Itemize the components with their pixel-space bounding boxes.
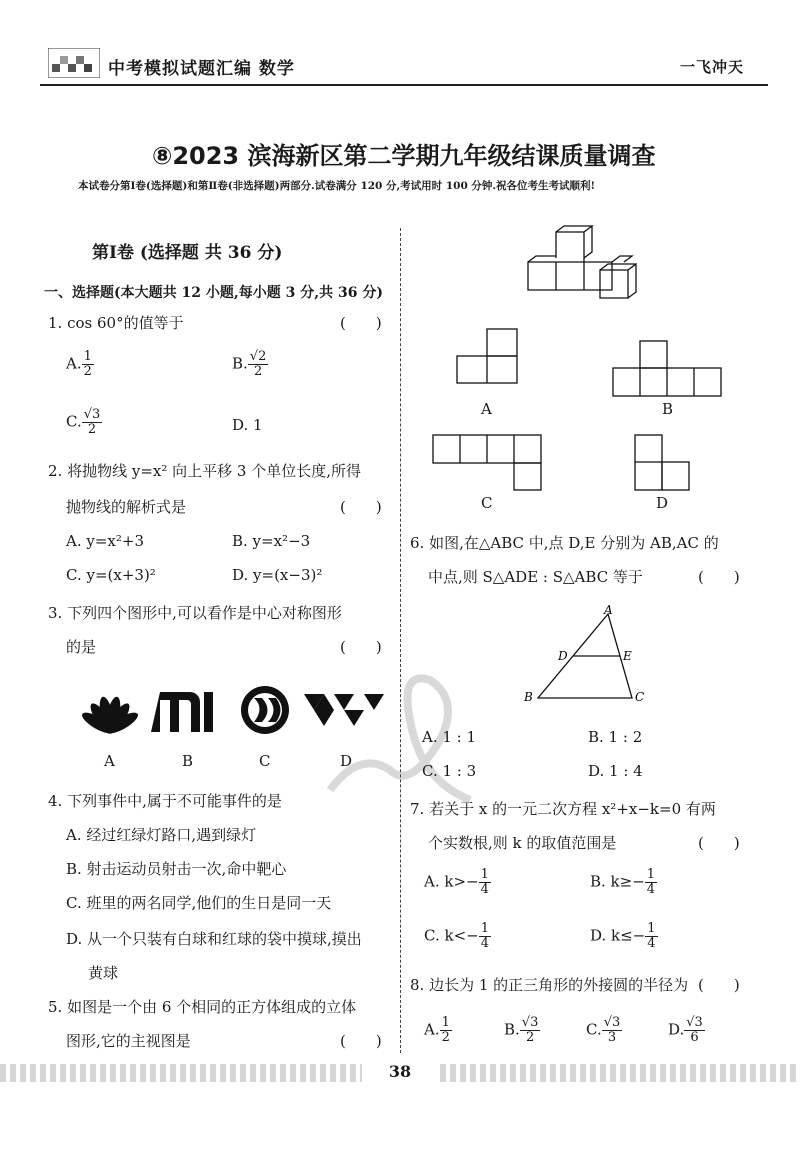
q3-label-a[interactable]: A (104, 752, 115, 770)
q8-answer-paren[interactable]: ( ) (698, 976, 740, 994)
series-title: 中考模拟试题汇编 数学 (108, 59, 295, 79)
q1-stem: 1. cos 60°的值等于 (48, 314, 184, 332)
q1-answer-paren[interactable]: ( ) (340, 314, 382, 332)
q2-option-b[interactable]: B. y=x²−3 (232, 532, 311, 550)
q6-stem-line2: 中点,则 S△ADE : S△ABC 等于 (428, 568, 643, 586)
q3-label-b[interactable]: B (182, 752, 194, 770)
q4-option-b[interactable]: B. 射击运动员射击一次,命中靶心 (66, 860, 287, 878)
q8-option-b[interactable]: B. $\frac{√3}{2}$ (504, 1015, 539, 1045)
q1-option-a[interactable]: A. $\frac{1}{2}$ (66, 349, 92, 379)
q6-option-b[interactable]: B. 1 : 2 (588, 728, 643, 746)
q6-option-d[interactable]: D. 1 : 4 (588, 762, 643, 780)
vertex-d-label: D (558, 649, 568, 663)
q5-option-c-label[interactable]: C (481, 494, 493, 512)
q3-label-c[interactable]: C (259, 752, 271, 770)
q6-option-a[interactable]: A. 1 : 1 (422, 728, 477, 746)
header-rule (40, 84, 768, 86)
q2-option-d[interactable]: D. y=(x−3)² (232, 566, 323, 584)
q5-answer-paren[interactable]: ( ) (340, 1032, 382, 1050)
vertex-b-label: B (524, 690, 533, 704)
q7-option-a[interactable]: A. k>− $\frac{1}{4}$ (424, 867, 489, 897)
q5-option-d-figure[interactable] (634, 434, 692, 492)
q2-option-c[interactable]: C. y=(x+3)² (66, 566, 156, 584)
brand-name: 一飞冲天 (680, 58, 745, 76)
q5-option-c-figure[interactable] (432, 434, 544, 492)
q8-option-d[interactable]: D. $\frac{√3}{6}$ (668, 1015, 703, 1045)
intro-text: 本试卷分第Ⅰ卷(选择题)和第Ⅱ卷(非选择题)两部分.试卷满分 120 分,考试用时 100 分钟.祝各位考生考试顺利! (78, 180, 596, 192)
q5-option-a-figure[interactable] (456, 326, 520, 384)
q1-option-c[interactable]: C. $\frac{√3}{2}$ (66, 407, 101, 437)
q6-option-c[interactable]: C. 1 : 3 (422, 762, 477, 780)
q3-answer-paren[interactable]: ( ) (340, 638, 382, 656)
q4-option-d-line1[interactable]: D. 从一个只装有白球和红球的袋中摸球,摸出 (66, 930, 362, 948)
q1-option-b[interactable]: B. $\frac{√2}{2}$ (232, 349, 267, 379)
q5-option-b-figure[interactable] (612, 340, 724, 398)
q2-stem-line2: 抛物线的解析式是 (66, 498, 187, 516)
q5-stem-line2: 图形,它的主视图是 (66, 1032, 191, 1050)
q5-stem-line1: 5. 如图是一个由 6 个相同的正方体组成的立体 (48, 998, 357, 1016)
q7-option-d[interactable]: D. k≤− $\frac{1}{4}$ (590, 921, 656, 951)
q3-stem-line2: 的是 (66, 638, 97, 656)
q8-option-a[interactable]: A. $\frac{1}{2}$ (424, 1015, 450, 1045)
page-title: ⑧2023 滨海新区第二学期九年级结课质量调查 (152, 142, 656, 170)
q2-option-a[interactable]: A. y=x²+3 (66, 532, 144, 550)
part1-title: 第Ⅰ卷 (选择题 共 36 分) (92, 243, 283, 263)
q4-option-c[interactable]: C. 班里的两名同学,他们的生日是同一天 (66, 894, 332, 912)
logo-c-ring (241, 686, 289, 734)
q5-option-d-label[interactable]: D (656, 494, 669, 512)
q5-option-a-label[interactable]: A (481, 400, 492, 418)
q4-stem: 4. 下列事件中,属于不可能事件的是 (48, 792, 282, 810)
q7-stem-line2: 个实数根,则 k 的取值范围是 (428, 834, 617, 852)
q8-option-c[interactable]: C. $\frac{√3}{3}$ (586, 1015, 621, 1045)
q4-option-d-line2[interactable]: 黄球 (88, 964, 119, 982)
q7-option-b[interactable]: B. k≥− $\frac{1}{4}$ (590, 867, 656, 897)
watermark-mark (290, 640, 550, 830)
q2-answer-paren[interactable]: ( ) (340, 498, 382, 516)
q8-stem: 8. 边长为 1 的正三角形的外接圆的半径为 (410, 976, 689, 994)
q3-stem-line1: 3. 下列四个图形中,可以看作是中心对称图形 (48, 604, 342, 622)
q5-solid-figure (520, 222, 650, 304)
logo-b-mi (151, 692, 213, 732)
vertex-a-label: A (604, 604, 613, 617)
q2-stem-line1: 2. 将抛物线 y=x² 向上平移 3 个单位长度,所得 (48, 462, 361, 480)
q1-option-d[interactable]: D. 1 (232, 416, 263, 434)
logo-a-petals (79, 695, 140, 737)
q7-answer-paren[interactable]: ( ) (698, 834, 740, 852)
vertex-e-label: E (623, 649, 632, 663)
q6-answer-paren[interactable]: ( ) (698, 568, 740, 586)
q7-stem-line1: 7. 若关于 x 的一元二次方程 x²+x−k=0 有两 (410, 800, 716, 818)
q7-option-c[interactable]: C. k<− $\frac{1}{4}$ (424, 921, 489, 951)
page-number: 38 (362, 1054, 438, 1090)
section-heading: 一、选择题(本大题共 12 小题,每小题 3 分,共 36 分) (44, 285, 383, 301)
q3-label-d[interactable]: D (340, 752, 353, 770)
vertex-c-label: C (635, 690, 645, 704)
q5-option-b-label[interactable]: B (662, 400, 674, 418)
q6-stem-line1: 6. 如图,在△ABC 中,点 D,E 分别为 AB,AC 的 (410, 534, 719, 552)
header-logo-blocks (48, 48, 100, 78)
q4-option-a[interactable]: A. 经过红绿灯路口,遇到绿灯 (66, 826, 257, 844)
